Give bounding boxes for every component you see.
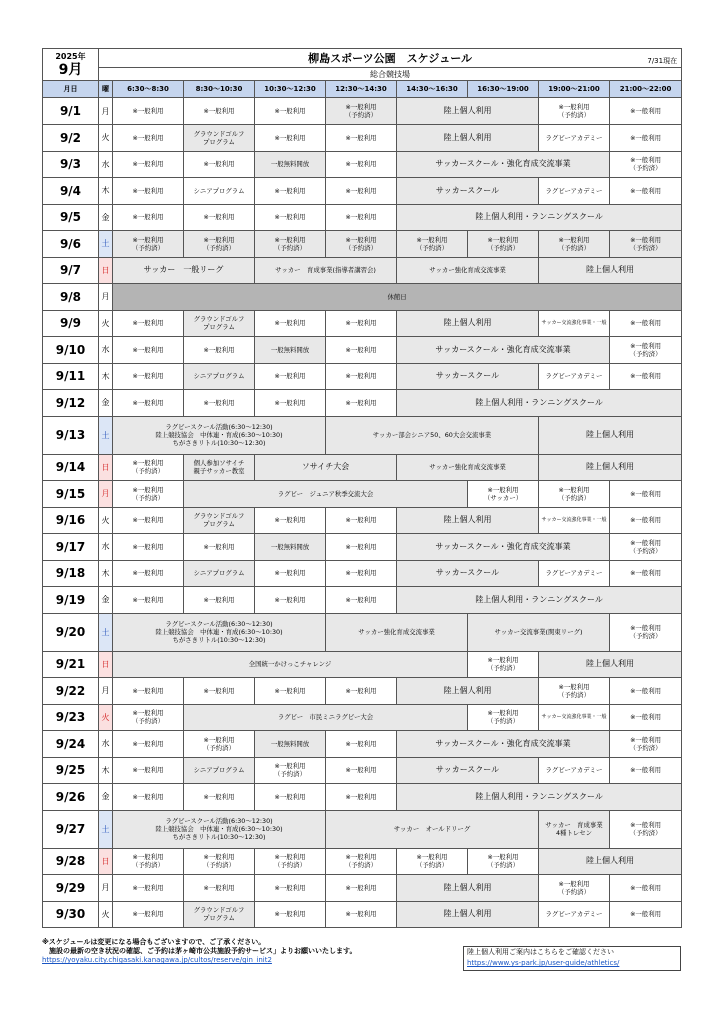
schedule-slot: ※一般利用 xyxy=(113,901,184,928)
weekday-cell: 水 xyxy=(99,534,113,561)
schedule-slot: ※一般利用 （予約済） xyxy=(255,848,326,875)
schedule-slot: ラグビーアカデミー xyxy=(539,901,610,928)
date-cell: 9/24 xyxy=(43,731,99,758)
col-header-dow: 曜 xyxy=(99,81,113,98)
col-header-timeslot: 19:00～21:00 xyxy=(539,81,610,98)
schedule-slot: ※一般利用 xyxy=(326,310,397,337)
schedule-slot: ※一般利用 xyxy=(255,587,326,614)
schedule-slot: ※一般利用 xyxy=(255,98,326,125)
schedule-slot: ラグビースクール活動(6:30～12:30) 陸上競技協会 中体連・育成(6:30～10:30) ちがさきリトル(10:30～12:30) xyxy=(113,613,326,651)
schedule-slot: ※一般利用 xyxy=(610,363,682,390)
schedule-slot: ※一般利用 xyxy=(255,560,326,587)
schedule-slot: ※一般利用 xyxy=(255,784,326,811)
column-header-row xyxy=(43,81,682,98)
schedule-slot: ※一般利用 （予約済） xyxy=(397,848,468,875)
schedule-slot: ※一般利用 xyxy=(113,363,184,390)
year-month-cell xyxy=(43,49,99,81)
schedule-slot: ※一般利用 （予約済） xyxy=(610,613,682,651)
date-cell: 9/29 xyxy=(43,875,99,902)
schedule-slot: ラグビーアカデミー xyxy=(539,125,610,152)
schedule-slot: ※一般利用 （予約済） xyxy=(539,98,610,125)
date-cell: 9/21 xyxy=(43,651,99,678)
schedule-slot: サッカー交流強化事業・一般 xyxy=(539,507,610,534)
schedule-slot: ※一般利用 xyxy=(326,731,397,758)
athletics-info-link[interactable]: https://www.ys-park.jp/user-guide/athletics/ xyxy=(467,959,620,967)
schedule-slot: ※一般利用 xyxy=(326,507,397,534)
schedule-slot: ※一般利用 （予約済） xyxy=(539,231,610,258)
schedule-slot: ※一般利用 xyxy=(610,757,682,784)
schedule-slot: 陸上個人利用 xyxy=(397,901,539,928)
schedule-slot: ※一般利用 xyxy=(326,560,397,587)
weekday-cell: 火 xyxy=(99,507,113,534)
schedule-slot: サッカースクール xyxy=(397,757,539,784)
schedule-row xyxy=(43,757,682,784)
schedule-slot: ※一般利用 xyxy=(113,731,184,758)
schedule-slot: ※一般利用 xyxy=(610,481,682,508)
schedule-slot: ※一般利用 （予約済） xyxy=(326,231,397,258)
schedule-slot: ※一般利用 xyxy=(184,678,255,705)
schedule-row xyxy=(43,390,682,417)
weekday-cell: 日 xyxy=(99,651,113,678)
schedule-row xyxy=(43,704,682,731)
schedule-slot: ※一般利用 xyxy=(610,560,682,587)
schedule-slot: ※一般利用 （予約済） xyxy=(113,481,184,508)
schedule-slot: ※一般利用 xyxy=(326,337,397,364)
schedule-slot: ※一般利用 xyxy=(255,901,326,928)
schedule-slot: ※一般利用 （予約済） xyxy=(184,231,255,258)
date-cell: 9/15 xyxy=(43,481,99,508)
schedule-slot: ※一般利用 （予約済） xyxy=(184,848,255,875)
date-cell: 9/19 xyxy=(43,587,99,614)
weekday-cell: 金 xyxy=(99,204,113,231)
schedule-slot: ※一般利用 xyxy=(184,534,255,561)
schedule-slot: サッカー交流強化事業・一般 xyxy=(539,704,610,731)
schedule-slot: ソサイチ大会 xyxy=(255,454,397,481)
schedule-slot: ラグビー ジュニア秋季交流大会 xyxy=(184,481,468,508)
schedule-slot: ※一般利用 xyxy=(610,507,682,534)
date-cell: 9/12 xyxy=(43,390,99,417)
schedule-slot: ※一般利用 （予約済） xyxy=(468,848,539,875)
schedule-row xyxy=(43,587,682,614)
date-cell: 9/11 xyxy=(43,363,99,390)
date-cell: 9/10 xyxy=(43,337,99,364)
schedule-slot: 陸上個人利用・ランニングスクール xyxy=(397,204,682,231)
athletics-info-box xyxy=(463,946,681,971)
schedule-row xyxy=(43,560,682,587)
weekday-cell: 木 xyxy=(99,178,113,205)
weekday-cell: 水 xyxy=(99,731,113,758)
schedule-row xyxy=(43,257,682,284)
date-cell: 9/22 xyxy=(43,678,99,705)
date-cell: 9/6 xyxy=(43,231,99,258)
schedule-row xyxy=(43,416,682,454)
schedule-slot: ※一般利用 （予約済） xyxy=(255,757,326,784)
schedule-slot: ※一般利用 xyxy=(255,204,326,231)
schedule-slot: ※一般利用 xyxy=(113,125,184,152)
col-header-timeslot: 21:00～22:00 xyxy=(610,81,682,98)
schedule-slot: サッカー交流強化事業・一般 xyxy=(539,310,610,337)
schedule-slot: ※一般利用 xyxy=(255,125,326,152)
schedule-slot: ※一般利用 xyxy=(184,204,255,231)
schedule-slot: ※一般利用 xyxy=(113,98,184,125)
schedule-slot: ※一般利用 xyxy=(113,390,184,417)
weekday-cell: 土 xyxy=(99,613,113,651)
schedule-slot: グラウンドゴルフ プログラム xyxy=(184,507,255,534)
date-cell: 9/5 xyxy=(43,204,99,231)
weekday-cell: 日 xyxy=(99,454,113,481)
schedule-slot: ※一般利用 xyxy=(326,757,397,784)
schedule-row xyxy=(43,481,682,508)
weekday-cell: 金 xyxy=(99,390,113,417)
schedule-slot: ※一般利用 xyxy=(326,678,397,705)
schedule-slot: ※一般利用 xyxy=(113,310,184,337)
weekday-cell: 火 xyxy=(99,310,113,337)
schedule-slot: ※一般利用 xyxy=(610,875,682,902)
schedule-row xyxy=(43,98,682,125)
weekday-cell: 月 xyxy=(99,875,113,902)
date-cell: 9/1 xyxy=(43,98,99,125)
schedule-slot: ※一般利用 xyxy=(326,363,397,390)
schedule-slot: サッカースクール・強化育成交流事業 xyxy=(397,534,610,561)
schedule-slot: ※一般利用 xyxy=(113,560,184,587)
schedule-slot: グラウンドゴルフ プログラム xyxy=(184,901,255,928)
weekday-cell: 火 xyxy=(99,125,113,152)
schedule-row xyxy=(43,454,682,481)
schedule-slot: ※一般利用 （予約済） xyxy=(539,678,610,705)
schedule-slot: ※一般利用 （予約済） xyxy=(468,231,539,258)
schedule-slot: ※一般利用 （サッカー） xyxy=(468,481,539,508)
schedule-slot: シニアプログラム xyxy=(184,757,255,784)
schedule-slot: 一般無料開放 xyxy=(255,731,326,758)
schedule-slot: ※一般利用 xyxy=(610,901,682,928)
schedule-slot: ※一般利用 xyxy=(326,178,397,205)
note-reservation: 施設の最新の空き状況の確認、ご予約は茅ヶ崎市公共施設予約サービス」よりお願いいたします。 xyxy=(42,947,357,955)
date-cell: 9/23 xyxy=(43,704,99,731)
schedule-slot: ※一般利用 （予約済） xyxy=(113,704,184,731)
schedule-slot: ※一般利用 （予約済） xyxy=(610,731,682,758)
schedule-slot: ※一般利用 xyxy=(113,178,184,205)
weekday-cell: 月 xyxy=(99,481,113,508)
schedule-row xyxy=(43,731,682,758)
date-cell: 9/13 xyxy=(43,416,99,454)
schedule-slot: ※一般利用 xyxy=(184,875,255,902)
schedule-slot: サッカー オールドリーグ xyxy=(326,810,539,848)
schedule-row xyxy=(43,310,682,337)
schedule-slot: ※一般利用 xyxy=(184,151,255,178)
schedule-slot: ※一般利用 xyxy=(184,390,255,417)
schedule-slot: ※一般利用 xyxy=(326,204,397,231)
schedule-slot: ※一般利用 （予約済） xyxy=(326,98,397,125)
schedule-slot: サッカー強化育成交流事業 xyxy=(397,454,539,481)
schedule-row xyxy=(43,337,682,364)
schedule-slot: ※一般利用 xyxy=(113,587,184,614)
weekday-cell: 金 xyxy=(99,587,113,614)
schedule-slot: サッカースクール xyxy=(397,560,539,587)
schedule-slot: ※一般利用 xyxy=(610,98,682,125)
weekday-cell: 水 xyxy=(99,151,113,178)
month-label: 9月 xyxy=(58,61,83,78)
date-cell: 9/2 xyxy=(43,125,99,152)
notes xyxy=(42,938,452,965)
weekday-cell: 火 xyxy=(99,901,113,928)
schedule-slot: 陸上個人利用 xyxy=(397,125,539,152)
schedule-slot: シニアプログラム xyxy=(184,560,255,587)
date-cell: 9/16 xyxy=(43,507,99,534)
schedule-slot: 陸上個人利用 xyxy=(539,257,682,284)
schedule-slot: ※一般利用 xyxy=(255,178,326,205)
schedule-row xyxy=(43,534,682,561)
weekday-cell: 木 xyxy=(99,757,113,784)
schedule-slot: グラウンドゴルフ プログラム xyxy=(184,125,255,152)
weekday-cell: 土 xyxy=(99,416,113,454)
schedule-row xyxy=(43,901,682,928)
date-cell: 9/26 xyxy=(43,784,99,811)
schedule-slot: ※一般利用 xyxy=(326,151,397,178)
title-cell xyxy=(99,49,682,68)
date-cell: 9/17 xyxy=(43,534,99,561)
schedule-slot: サッカースクール・強化育成交流事業 xyxy=(397,337,610,364)
schedule-row xyxy=(43,363,682,390)
schedule-slot: ※一般利用 xyxy=(255,363,326,390)
schedule-slot: ※一般利用 xyxy=(326,587,397,614)
weekday-cell: 木 xyxy=(99,363,113,390)
schedule-slot: ※一般利用 xyxy=(610,125,682,152)
athletics-info-text: 陸上個人利用ご案内はこちらをご確認ください xyxy=(467,948,614,956)
col-header-timeslot: 8:30～10:30 xyxy=(184,81,255,98)
schedule-slot: サッカー強化育成交流事業 xyxy=(397,257,539,284)
schedule-slot: ラグビーアカデミー xyxy=(539,560,610,587)
schedule-row xyxy=(43,810,682,848)
schedule-slot: サッカー部会シニア50、60大会交流事業 xyxy=(326,416,539,454)
weekday-cell: 水 xyxy=(99,337,113,364)
schedule-slot: 一般無料開放 xyxy=(255,337,326,364)
schedule-slot: ※一般利用 xyxy=(113,678,184,705)
schedule-slot: ※一般利用 （予約済） xyxy=(113,454,184,481)
schedule-slot: ※一般利用 （予約済） xyxy=(610,231,682,258)
schedule-slot: 陸上個人利用・ランニングスクール xyxy=(397,587,682,614)
schedule-slot: サッカー 育成事業 4種トレセン xyxy=(539,810,610,848)
col-header-timeslot: 12:30～14:30 xyxy=(326,81,397,98)
schedule-slot: サッカースクール・強化育成交流事業 xyxy=(397,151,610,178)
schedule-slot: ※一般利用 xyxy=(326,534,397,561)
date-cell: 9/28 xyxy=(43,848,99,875)
schedule-slot: サッカースクール xyxy=(397,363,539,390)
schedule-slot: ラグビーアカデミー xyxy=(539,363,610,390)
schedule-slot: ラグビースクール活動(6:30～12:30) 陸上競技協会 中体連・育成(6:30～10:30) ちがさきリトル(10:30～12:30) xyxy=(113,416,326,454)
schedule-slot: サッカー交流事業(関東リーグ) xyxy=(468,613,610,651)
date-cell: 9/4 xyxy=(43,178,99,205)
schedule-slot: 一般無料開放 xyxy=(255,151,326,178)
date-cell: 9/30 xyxy=(43,901,99,928)
weekday-cell: 木 xyxy=(99,560,113,587)
date-cell: 9/25 xyxy=(43,757,99,784)
schedule-slot: 陸上個人利用 xyxy=(397,875,539,902)
schedule-slot: ※一般利用 （予約済） xyxy=(397,231,468,258)
schedule-slot: ※一般利用 （予約済） xyxy=(610,810,682,848)
schedule-slot: ※一般利用 xyxy=(255,507,326,534)
schedule-slot: 陸上個人利用 xyxy=(397,98,539,125)
schedule-slot: ※一般利用 xyxy=(255,310,326,337)
schedule-row xyxy=(43,613,682,651)
schedule-slot: ※一般利用 xyxy=(113,151,184,178)
schedule-slot: ※一般利用 xyxy=(610,310,682,337)
schedule-slot: ラグビーアカデミー xyxy=(539,178,610,205)
schedule-slot: ※一般利用 （予約済） xyxy=(113,231,184,258)
schedule-slot: サッカー 育成事業(指導者講習会) xyxy=(255,257,397,284)
weekday-cell: 火 xyxy=(99,704,113,731)
schedule-slot: ※一般利用 xyxy=(326,901,397,928)
schedule-slot: ※一般利用 （予約済） xyxy=(255,231,326,258)
schedule-slot: 陸上個人利用 xyxy=(539,416,682,454)
schedule-slot: ※一般利用 （予約済） xyxy=(184,731,255,758)
date-cell: 9/18 xyxy=(43,560,99,587)
date-cell: 9/14 xyxy=(43,454,99,481)
schedule-slot: ラグビースクール活動(6:30～12:30) 陸上競技協会 中体連・育成(6:30～10:30) ちがさきリトル(10:30～12:30) xyxy=(113,810,326,848)
schedule-slot: ※一般利用 （予約済） xyxy=(610,151,682,178)
col-header-timeslot: 16:30～19:00 xyxy=(468,81,539,98)
schedule-slot: 陸上個人利用 xyxy=(397,507,539,534)
schedule-table xyxy=(42,48,682,928)
schedule-slot: ※一般利用 （予約済） xyxy=(539,875,610,902)
date-cell: 9/3 xyxy=(43,151,99,178)
closed-day-cell: 休館日 xyxy=(113,284,682,311)
weekday-cell: 日 xyxy=(99,848,113,875)
schedule-row xyxy=(43,178,682,205)
schedule-slot: ※一般利用 xyxy=(113,507,184,534)
weekday-cell: 月 xyxy=(99,678,113,705)
schedule-slot: 陸上個人利用 xyxy=(539,454,682,481)
schedule-slot: ※一般利用 xyxy=(184,98,255,125)
schedule-slot: シニアプログラム xyxy=(184,178,255,205)
schedule-slot: サッカースクール xyxy=(397,178,539,205)
page-title: 柳島スポーツ公園 スケジュール xyxy=(308,52,472,65)
schedule-slot: ※一般利用 xyxy=(610,704,682,731)
schedule-slot: ※一般利用 xyxy=(113,204,184,231)
schedule-slot: ※一般利用 xyxy=(113,337,184,364)
schedule-slot: ※一般利用 xyxy=(610,178,682,205)
schedule-row xyxy=(43,204,682,231)
schedule-row xyxy=(43,125,682,152)
year-label: 2025年 xyxy=(55,51,86,61)
schedule-slot: サッカー 一般リーグ xyxy=(113,257,255,284)
schedule-row xyxy=(43,151,682,178)
schedule-slot: 陸上個人利用・ランニングスクール xyxy=(397,390,682,417)
schedule-slot: ※一般利用 （予約済） xyxy=(113,848,184,875)
schedule-slot: サッカースクール・強化育成交流事業 xyxy=(397,731,610,758)
schedule-slot: ※一般利用 xyxy=(184,337,255,364)
schedule-slot: ※一般利用 （予約済） xyxy=(468,651,539,678)
schedule-slot: ※一般利用 xyxy=(184,784,255,811)
date-cell: 9/27 xyxy=(43,810,99,848)
schedule-slot: 陸上個人利用・ランニングスクール xyxy=(397,784,682,811)
schedule-slot: ラグビーアカデミー xyxy=(539,757,610,784)
schedule-slot: 一般無料開放 xyxy=(255,534,326,561)
date-cell: 9/7 xyxy=(43,257,99,284)
schedule-slot: ※一般利用 xyxy=(113,875,184,902)
schedule-slot: ※一般利用 xyxy=(326,390,397,417)
as-of-date: 7/31現在 xyxy=(647,57,678,65)
schedule-slot: 全国統一かけっこチャレンジ xyxy=(113,651,468,678)
note-change: ※スケジュールは変更になる場合もございますので、ご了承ください。 xyxy=(42,938,266,946)
weekday-cell: 金 xyxy=(99,784,113,811)
schedule-row xyxy=(43,678,682,705)
schedule-row xyxy=(43,284,682,311)
col-header-timeslot: 6:30～8:30 xyxy=(113,81,184,98)
weekday-cell: 月 xyxy=(99,284,113,311)
col-header-timeslot: 14:30～16:30 xyxy=(397,81,468,98)
schedule-slot: 陸上個人利用 xyxy=(397,310,539,337)
col-header-timeslot: 10:30～12:30 xyxy=(255,81,326,98)
schedule-slot: ※一般利用 xyxy=(255,875,326,902)
weekday-cell: 土 xyxy=(99,231,113,258)
schedule-slot: 陸上個人利用 xyxy=(397,678,539,705)
facility-name: 総合競技場 xyxy=(99,68,682,81)
schedule-slot: シニアプログラム xyxy=(184,363,255,390)
reservation-link[interactable]: https://yoyaku.city.chigasaki.kanagawa.jp/cultos/reserve/gin_init2 xyxy=(42,956,272,964)
schedule-slot: サッカー強化育成交流事業 xyxy=(326,613,468,651)
weekday-cell: 土 xyxy=(99,810,113,848)
date-cell: 9/8 xyxy=(43,284,99,311)
weekday-cell: 日 xyxy=(99,257,113,284)
col-header-date: 月日 xyxy=(43,81,99,98)
schedule-slot: ※一般利用 xyxy=(184,587,255,614)
weekday-cell: 月 xyxy=(99,98,113,125)
schedule-slot: ※一般利用 （予約済） xyxy=(326,848,397,875)
schedule-row xyxy=(43,651,682,678)
schedule-slot: ※一般利用 xyxy=(113,784,184,811)
schedule-slot: ※一般利用 xyxy=(326,875,397,902)
schedule-slot: 陸上個人利用 xyxy=(539,651,682,678)
schedule-row xyxy=(43,848,682,875)
date-cell: 9/9 xyxy=(43,310,99,337)
schedule-row xyxy=(43,231,682,258)
schedule-row xyxy=(43,784,682,811)
schedule-slot: ※一般利用 （予約済） xyxy=(468,704,539,731)
schedule-slot: ※一般利用 xyxy=(113,534,184,561)
schedule-row xyxy=(43,507,682,534)
schedule-slot: ※一般利用 xyxy=(255,678,326,705)
schedule-slot: 個人参加ソサイチ 親子サッカー教室 xyxy=(184,454,255,481)
schedule-slot: ※一般利用 xyxy=(326,125,397,152)
schedule-slot: ※一般利用 （予約済） xyxy=(610,337,682,364)
schedule-slot: ※一般利用 xyxy=(113,757,184,784)
schedule-slot: ※一般利用 xyxy=(255,390,326,417)
schedule-slot: ※一般利用 xyxy=(610,678,682,705)
schedule-slot: ラグビー 市民ミニラグビー大会 xyxy=(184,704,468,731)
schedule-row xyxy=(43,875,682,902)
date-cell: 9/20 xyxy=(43,613,99,651)
schedule-slot: 陸上個人利用 xyxy=(539,848,682,875)
schedule-slot: ※一般利用 （予約済） xyxy=(539,481,610,508)
schedule-slot: ※一般利用 xyxy=(326,784,397,811)
schedule-slot: グラウンドゴルフ プログラム xyxy=(184,310,255,337)
schedule-slot: ※一般利用 （予約済） xyxy=(610,534,682,561)
